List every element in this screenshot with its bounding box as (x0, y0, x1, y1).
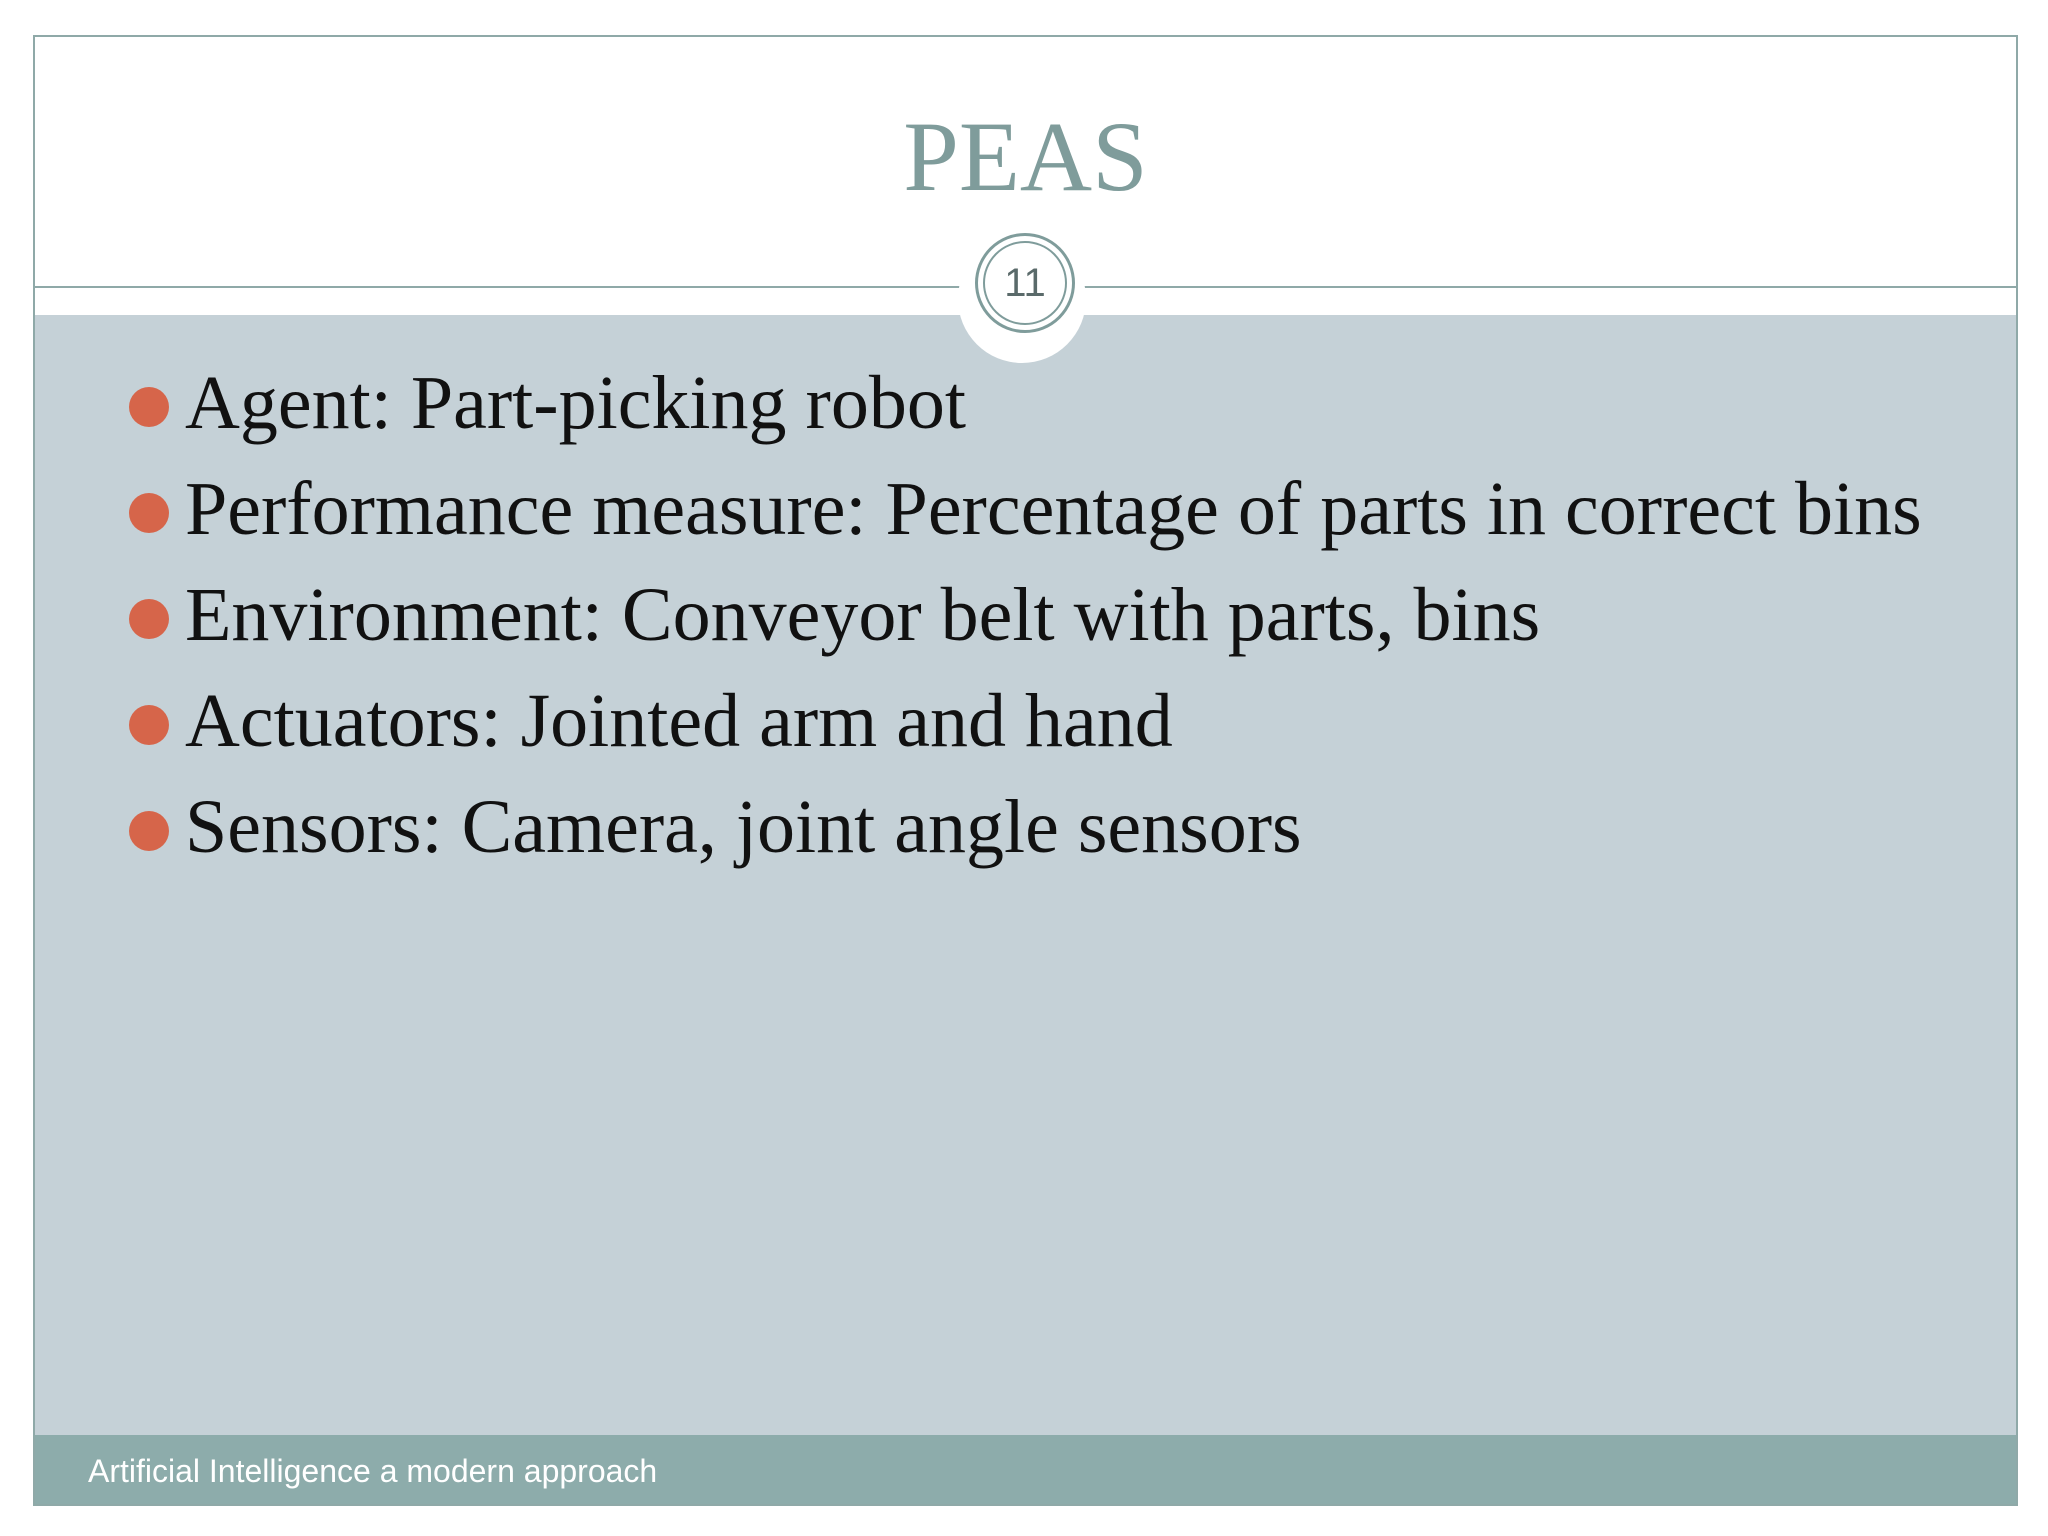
bullet-dot-icon (129, 811, 169, 851)
bullet-text: Agent: Part-picking robot (185, 361, 966, 445)
footer-bar (35, 1435, 2016, 1506)
bullet-dot-icon (129, 705, 169, 745)
bullet-item (95, 463, 1975, 555)
footer-text: Artificial Intelligence a modern approach (88, 1453, 658, 1489)
slide-title: PEAS (903, 101, 1148, 212)
bullet-item (95, 675, 1975, 767)
bullet-item (95, 569, 1975, 661)
bullet-dot-icon (129, 599, 169, 639)
bullet-text: Sensors: Camera, joint angle sensors (185, 785, 1302, 869)
bullet-item (95, 781, 1975, 873)
bullet-text: Environment: Conveyor belt with parts, bins (185, 573, 1541, 657)
bullet-item (95, 357, 1975, 449)
slide-number: 11 (1004, 260, 1046, 305)
slide-number-badge (975, 233, 1075, 333)
bullet-list (95, 357, 1975, 887)
bullet-text: Actuators: Jointed arm and hand (185, 679, 1173, 763)
bullet-dot-icon (129, 387, 169, 427)
bullet-text: Performance measure: Percentage of parts in correct bins (185, 467, 1922, 551)
slide (33, 35, 2018, 1506)
bullet-dot-icon (129, 493, 169, 533)
